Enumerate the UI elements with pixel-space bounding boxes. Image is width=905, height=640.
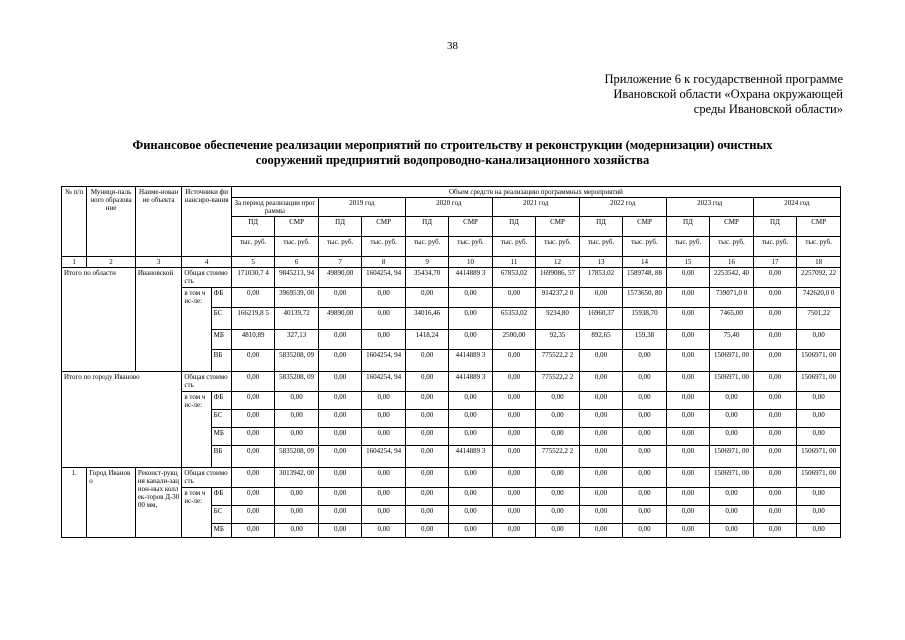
subheader-smr: СМР bbox=[797, 217, 841, 237]
total-cost-label: Общая стоимость bbox=[182, 468, 232, 488]
value-cell: 0,00 bbox=[231, 446, 274, 468]
value-cell: 0,00 bbox=[710, 392, 753, 410]
value-cell: 0,00 bbox=[666, 392, 709, 410]
value-cell: 0,00 bbox=[797, 330, 841, 350]
value-cell: 0,00 bbox=[231, 468, 274, 488]
value-cell: 0,00 bbox=[623, 506, 666, 524]
document-title bbox=[40, 138, 865, 168]
value-cell: 0,00 bbox=[753, 268, 796, 288]
value-cell: 0,00 bbox=[536, 506, 579, 524]
value-cell: 1589748, 88 bbox=[623, 268, 666, 288]
source-label: БС bbox=[211, 308, 231, 330]
unit-label: тыс. руб. bbox=[362, 237, 405, 257]
unit-label: тыс. руб. bbox=[623, 237, 666, 257]
value-cell: 0,00 bbox=[666, 288, 709, 308]
value-cell: 0,00 bbox=[536, 392, 579, 410]
value-cell: 0,00 bbox=[362, 330, 405, 350]
value-cell: 0,00 bbox=[362, 288, 405, 308]
value-cell: 0,00 bbox=[492, 350, 535, 372]
value-cell: 0,00 bbox=[753, 392, 796, 410]
unit-label: тыс. руб. bbox=[797, 237, 841, 257]
value-cell: 3013942, 00 bbox=[275, 468, 318, 488]
value-cell: 0,00 bbox=[579, 506, 622, 524]
value-cell: 0,00 bbox=[231, 428, 274, 446]
value-cell: 0,00 bbox=[275, 524, 318, 538]
including-label: в том чис-ле: bbox=[182, 288, 211, 372]
value-cell: 0,00 bbox=[536, 428, 579, 446]
value-cell: 0,00 bbox=[797, 410, 841, 428]
column-number: 16 bbox=[710, 257, 753, 268]
value-cell: 1418,24 bbox=[405, 330, 448, 350]
title-line: сооружений предприятий водопроводно-канализационного хозяйства bbox=[255, 153, 650, 167]
value-cell: 40139,72 bbox=[275, 308, 318, 330]
column-number: 8 bbox=[362, 257, 405, 268]
subheader-smr: СМР bbox=[623, 217, 666, 237]
value-cell: 0,00 bbox=[666, 488, 709, 506]
value-cell: 0,00 bbox=[362, 524, 405, 538]
value-cell: 0,00 bbox=[318, 410, 361, 428]
value-cell: 0,00 bbox=[231, 372, 274, 392]
value-cell: 0,00 bbox=[318, 506, 361, 524]
value-cell: 0,00 bbox=[666, 446, 709, 468]
value-cell: 0,00 bbox=[753, 488, 796, 506]
value-cell: 0,00 bbox=[492, 392, 535, 410]
header-municipality: Муници-пального образова ние bbox=[87, 187, 136, 257]
source-label: ВБ bbox=[211, 446, 231, 468]
unit-label: тыс. руб. bbox=[275, 237, 318, 257]
source-label: ФБ bbox=[211, 488, 231, 506]
value-cell: 0,00 bbox=[579, 372, 622, 392]
column-number: 12 bbox=[536, 257, 579, 268]
table-row bbox=[62, 372, 841, 392]
value-cell: 0,00 bbox=[405, 288, 448, 308]
including-label: в том чис-ле: bbox=[182, 488, 211, 538]
value-cell: 166219,8 5 bbox=[231, 308, 274, 330]
value-cell: 0,00 bbox=[362, 488, 405, 506]
value-cell: 9234,80 bbox=[536, 308, 579, 330]
value-cell: 0,00 bbox=[449, 288, 492, 308]
subheader-pd: ПД bbox=[753, 217, 796, 237]
value-cell: 49890,00 bbox=[318, 268, 361, 288]
value-cell: 0,00 bbox=[492, 372, 535, 392]
value-cell: 0,00 bbox=[449, 524, 492, 538]
value-cell: 0,00 bbox=[275, 428, 318, 446]
value-cell: 1506971, 00 bbox=[797, 372, 841, 392]
source-label: ФБ bbox=[211, 288, 231, 308]
value-cell: 0,00 bbox=[666, 428, 709, 446]
value-cell: 4810,89 bbox=[231, 330, 274, 350]
value-cell: 2500,00 bbox=[492, 330, 535, 350]
value-cell: 65353,02 bbox=[492, 308, 535, 330]
period-header: 2024 год bbox=[753, 198, 840, 217]
column-number: 11 bbox=[492, 257, 535, 268]
value-cell: 9845213, 94 bbox=[275, 268, 318, 288]
value-cell: 0,00 bbox=[405, 468, 448, 488]
appendix-line: среды Ивановской области» bbox=[693, 102, 843, 116]
value-cell: 0,00 bbox=[579, 428, 622, 446]
column-number: 1 bbox=[62, 257, 87, 268]
period-header: 2023 год bbox=[666, 198, 753, 217]
subheader-smr: СМР bbox=[710, 217, 753, 237]
object-cell: Ивановской bbox=[135, 268, 182, 372]
value-cell: 0,00 bbox=[623, 392, 666, 410]
value-cell: 1573650, 80 bbox=[623, 288, 666, 308]
value-cell: 0,00 bbox=[362, 308, 405, 330]
value-cell: 1604254, 94 bbox=[362, 350, 405, 372]
value-cell: 1506971, 00 bbox=[710, 446, 753, 468]
value-cell: 0,00 bbox=[362, 392, 405, 410]
value-cell: 4414889 3 bbox=[449, 446, 492, 468]
region-cell: Итого по области bbox=[62, 268, 136, 372]
value-cell: 0,00 bbox=[753, 288, 796, 308]
value-cell: 2257092, 22 bbox=[797, 268, 841, 288]
value-cell: 0,00 bbox=[492, 288, 535, 308]
period-header: 2021 год bbox=[492, 198, 579, 217]
header-no: № п/п bbox=[62, 187, 87, 257]
value-cell: 0,00 bbox=[623, 372, 666, 392]
value-cell: 17853,02 bbox=[579, 268, 622, 288]
value-cell: 0,00 bbox=[579, 524, 622, 538]
value-cell: 0,00 bbox=[275, 410, 318, 428]
value-cell: 0,00 bbox=[753, 446, 796, 468]
subheader-smr: СМР bbox=[362, 217, 405, 237]
value-cell: 0,00 bbox=[753, 410, 796, 428]
value-cell: 0,00 bbox=[797, 428, 841, 446]
value-cell: 0,00 bbox=[623, 524, 666, 538]
value-cell: 0,00 bbox=[753, 350, 796, 372]
item-number: 1. bbox=[62, 468, 87, 538]
value-cell: 2253542, 40 bbox=[710, 268, 753, 288]
value-cell: 0,00 bbox=[753, 330, 796, 350]
value-cell: 4414889 3 bbox=[449, 268, 492, 288]
value-cell: 0,00 bbox=[405, 350, 448, 372]
value-cell: 0,00 bbox=[231, 506, 274, 524]
subheader-pd: ПД bbox=[231, 217, 274, 237]
value-cell: 0,00 bbox=[666, 330, 709, 350]
source-label: МБ bbox=[211, 524, 231, 538]
unit-label: тыс. руб. bbox=[536, 237, 579, 257]
value-cell: 0,00 bbox=[449, 488, 492, 506]
municipality-cell: Город Иваново bbox=[87, 468, 136, 538]
value-cell: 0,00 bbox=[231, 288, 274, 308]
source-label: МБ bbox=[211, 330, 231, 350]
value-cell: 0,00 bbox=[492, 428, 535, 446]
value-cell: 0,00 bbox=[536, 410, 579, 428]
source-label: МБ bbox=[211, 428, 231, 446]
value-cell: 914237,2 0 bbox=[536, 288, 579, 308]
value-cell: 0,00 bbox=[579, 288, 622, 308]
value-cell: 0,00 bbox=[405, 488, 448, 506]
source-label: БС bbox=[211, 410, 231, 428]
title-line: Финансовое обеспечение реализации мероприятий по строительству и реконструкции (модернизации) очистных bbox=[132, 138, 773, 152]
value-cell: 0,00 bbox=[797, 392, 841, 410]
value-cell: 35434,70 bbox=[405, 268, 448, 288]
unit-label: тыс. руб. bbox=[318, 237, 361, 257]
value-cell: 3969539, 00 bbox=[275, 288, 318, 308]
value-cell: 775522,2 2 bbox=[536, 372, 579, 392]
value-cell: 0,00 bbox=[623, 468, 666, 488]
value-cell: 0,00 bbox=[492, 506, 535, 524]
subheader-pd: ПД bbox=[492, 217, 535, 237]
value-cell: 171030,7 4 bbox=[231, 268, 274, 288]
value-cell: 0,00 bbox=[536, 488, 579, 506]
value-cell: 0,00 bbox=[666, 524, 709, 538]
value-cell: 0,00 bbox=[710, 488, 753, 506]
column-number: 15 bbox=[666, 257, 709, 268]
value-cell: 16960,37 bbox=[579, 308, 622, 330]
value-cell: 0,00 bbox=[666, 410, 709, 428]
value-cell: 1506971, 00 bbox=[797, 468, 841, 488]
value-cell: 0,00 bbox=[362, 468, 405, 488]
period-header: 2020 год bbox=[405, 198, 492, 217]
value-cell: 0,00 bbox=[318, 428, 361, 446]
value-cell: 0,00 bbox=[753, 372, 796, 392]
value-cell: 0,00 bbox=[797, 524, 841, 538]
column-number-row bbox=[62, 257, 841, 268]
value-cell: 4414889 3 bbox=[449, 372, 492, 392]
value-cell: 0,00 bbox=[666, 308, 709, 330]
value-cell: 327,13 bbox=[275, 330, 318, 350]
value-cell: 0,00 bbox=[449, 392, 492, 410]
value-cell: 0,00 bbox=[492, 468, 535, 488]
column-number: 6 bbox=[275, 257, 318, 268]
value-cell: 1604254, 94 bbox=[362, 446, 405, 468]
column-number: 2 bbox=[87, 257, 136, 268]
value-cell: 0,00 bbox=[362, 428, 405, 446]
column-number: 17 bbox=[753, 257, 796, 268]
value-cell: 1604254, 94 bbox=[362, 268, 405, 288]
value-cell: 0,00 bbox=[710, 506, 753, 524]
value-cell: 0,00 bbox=[231, 392, 274, 410]
value-cell: 7465,00 bbox=[710, 308, 753, 330]
subheader-smr: СМР bbox=[536, 217, 579, 237]
unit-label: тыс. руб. bbox=[405, 237, 448, 257]
value-cell: 0,00 bbox=[623, 410, 666, 428]
total-cost-label: Общая стоимость bbox=[182, 268, 232, 288]
including-label: в том чис-ле: bbox=[182, 392, 211, 468]
value-cell: 0,00 bbox=[753, 468, 796, 488]
appendix-line: Приложение 6 к государственной программе bbox=[604, 72, 843, 86]
value-cell: 1506971, 00 bbox=[797, 350, 841, 372]
period-header: За период реализации программы bbox=[231, 198, 318, 217]
value-cell: 0,00 bbox=[405, 446, 448, 468]
value-cell: 0,00 bbox=[579, 446, 622, 468]
value-cell: 0,00 bbox=[579, 410, 622, 428]
value-cell: 5835208, 09 bbox=[275, 350, 318, 372]
value-cell: 0,00 bbox=[405, 428, 448, 446]
column-number: 7 bbox=[318, 257, 361, 268]
unit-label: тыс. руб. bbox=[231, 237, 274, 257]
value-cell: 0,00 bbox=[579, 468, 622, 488]
column-number: 14 bbox=[623, 257, 666, 268]
value-cell: 1506971, 00 bbox=[797, 446, 841, 468]
value-cell: 0,00 bbox=[405, 410, 448, 428]
page-number: 38 bbox=[447, 40, 458, 52]
value-cell: 1506971, 00 bbox=[710, 350, 753, 372]
value-cell: 0,00 bbox=[449, 468, 492, 488]
unit-label: тыс. руб. bbox=[710, 237, 753, 257]
value-cell: 0,00 bbox=[231, 410, 274, 428]
header-source: Источники финансиро-вания bbox=[182, 187, 232, 257]
column-number: 13 bbox=[579, 257, 622, 268]
unit-label: тыс. руб. bbox=[666, 237, 709, 257]
value-cell: 0,00 bbox=[623, 350, 666, 372]
value-cell: 0,00 bbox=[492, 488, 535, 506]
value-cell: 0,00 bbox=[536, 524, 579, 538]
value-cell: 0,00 bbox=[275, 506, 318, 524]
table-row bbox=[62, 268, 841, 288]
value-cell: 0,00 bbox=[231, 350, 274, 372]
value-cell: 0,00 bbox=[753, 506, 796, 524]
subheader-pd: ПД bbox=[579, 217, 622, 237]
value-cell: 0,00 bbox=[797, 506, 841, 524]
value-cell: 1506971, 00 bbox=[710, 468, 753, 488]
financing-table bbox=[61, 186, 841, 538]
value-cell: 0,00 bbox=[753, 524, 796, 538]
value-cell: 0,00 bbox=[449, 506, 492, 524]
value-cell: 49890,00 bbox=[318, 308, 361, 330]
value-cell: 1699086, 57 bbox=[536, 268, 579, 288]
value-cell: 7501,22 bbox=[797, 308, 841, 330]
subheader-pd: ПД bbox=[405, 217, 448, 237]
value-cell: 0,00 bbox=[666, 372, 709, 392]
subheader-pd: ПД bbox=[318, 217, 361, 237]
value-cell: 0,00 bbox=[318, 468, 361, 488]
value-cell: 15938,70 bbox=[623, 308, 666, 330]
value-cell: 67853,02 bbox=[492, 268, 535, 288]
column-number: 18 bbox=[797, 257, 841, 268]
unit-label: тыс. руб. bbox=[492, 237, 535, 257]
subheader-smr: СМР bbox=[449, 217, 492, 237]
value-cell: 0,00 bbox=[231, 488, 274, 506]
value-cell: 0,00 bbox=[710, 524, 753, 538]
value-cell: 92,35 bbox=[536, 330, 579, 350]
value-cell: 0,00 bbox=[449, 410, 492, 428]
value-cell: 0,00 bbox=[275, 488, 318, 506]
source-label: БС bbox=[211, 506, 231, 524]
total-cost-label: Общая стоимость bbox=[182, 372, 232, 392]
value-cell: 892,65 bbox=[579, 330, 622, 350]
column-number: 9 bbox=[405, 257, 448, 268]
header-object: Наиме-нование объекта bbox=[135, 187, 182, 257]
value-cell: 5835208, 09 bbox=[275, 446, 318, 468]
unit-label: тыс. руб. bbox=[753, 237, 796, 257]
value-cell: 0,00 bbox=[710, 428, 753, 446]
header-row bbox=[62, 187, 841, 198]
subheader-pd: ПД bbox=[666, 217, 709, 237]
value-cell: 0,00 bbox=[362, 410, 405, 428]
value-cell: 0,00 bbox=[666, 468, 709, 488]
value-cell: 0,00 bbox=[318, 446, 361, 468]
value-cell: 0,00 bbox=[753, 308, 796, 330]
appendix-note bbox=[605, 72, 843, 117]
value-cell: 0,00 bbox=[449, 308, 492, 330]
value-cell: 34016,46 bbox=[405, 308, 448, 330]
region-cell: Итого по городу Иваново bbox=[62, 372, 182, 468]
value-cell: 0,00 bbox=[666, 506, 709, 524]
value-cell: 0,00 bbox=[666, 350, 709, 372]
column-number: 4 bbox=[182, 257, 232, 268]
value-cell: 0,00 bbox=[318, 372, 361, 392]
value-cell: 5835208, 09 bbox=[275, 372, 318, 392]
period-header: 2019 год bbox=[318, 198, 405, 217]
value-cell: 739071,0 0 bbox=[710, 288, 753, 308]
value-cell: 0,00 bbox=[492, 524, 535, 538]
value-cell: 0,00 bbox=[623, 488, 666, 506]
value-cell: 1604254, 94 bbox=[362, 372, 405, 392]
source-label: ФБ bbox=[211, 392, 231, 410]
value-cell: 0,00 bbox=[318, 488, 361, 506]
value-cell: 0,00 bbox=[536, 468, 579, 488]
value-cell: 0,00 bbox=[492, 446, 535, 468]
value-cell: 0,00 bbox=[579, 350, 622, 372]
value-cell: 0,00 bbox=[318, 392, 361, 410]
value-cell: 0,00 bbox=[318, 350, 361, 372]
value-cell: 75,40 bbox=[710, 330, 753, 350]
value-cell: 0,00 bbox=[449, 428, 492, 446]
value-cell: 0,00 bbox=[275, 392, 318, 410]
column-number: 3 bbox=[135, 257, 182, 268]
value-cell: 0,00 bbox=[797, 488, 841, 506]
value-cell: 0,00 bbox=[318, 330, 361, 350]
value-cell: 0,00 bbox=[231, 524, 274, 538]
value-cell: 4414889 3 bbox=[449, 350, 492, 372]
value-cell: 742620,0 0 bbox=[797, 288, 841, 308]
value-cell: 0,00 bbox=[623, 446, 666, 468]
value-cell: 775522,2 2 bbox=[536, 350, 579, 372]
value-cell: 0,00 bbox=[318, 288, 361, 308]
table-row bbox=[62, 468, 841, 488]
column-number: 10 bbox=[449, 257, 492, 268]
value-cell: 0,00 bbox=[492, 410, 535, 428]
value-cell: 0,00 bbox=[579, 488, 622, 506]
header-volume: Объем средств на реализацию программных мероприятий bbox=[231, 187, 840, 198]
value-cell: 0,00 bbox=[405, 524, 448, 538]
value-cell: 775522,2 2 bbox=[536, 446, 579, 468]
value-cell: 0,00 bbox=[405, 506, 448, 524]
unit-label: тыс. руб. bbox=[579, 237, 622, 257]
value-cell: 0,00 bbox=[579, 392, 622, 410]
subheader-smr: СМР bbox=[275, 217, 318, 237]
unit-label: тыс. руб. bbox=[449, 237, 492, 257]
value-cell: 1506971, 00 bbox=[710, 372, 753, 392]
appendix-line: Ивановской области «Охрана окружающей bbox=[613, 87, 843, 101]
value-cell: 0,00 bbox=[449, 330, 492, 350]
value-cell: 0,00 bbox=[318, 524, 361, 538]
value-cell: 159,38 bbox=[623, 330, 666, 350]
value-cell: 0,00 bbox=[405, 372, 448, 392]
value-cell: 0,00 bbox=[623, 428, 666, 446]
column-number: 5 bbox=[231, 257, 274, 268]
value-cell: 0,00 bbox=[362, 506, 405, 524]
value-cell: 0,00 bbox=[753, 428, 796, 446]
source-label: ВБ bbox=[211, 350, 231, 372]
object-cell: Реконст-рукция канали-зацион-ных коллек-торов Д-3000 мм, bbox=[135, 468, 182, 538]
value-cell: 0,00 bbox=[405, 392, 448, 410]
value-cell: 0,00 bbox=[666, 268, 709, 288]
period-header: 2022 год bbox=[579, 198, 666, 217]
value-cell: 0,00 bbox=[710, 410, 753, 428]
